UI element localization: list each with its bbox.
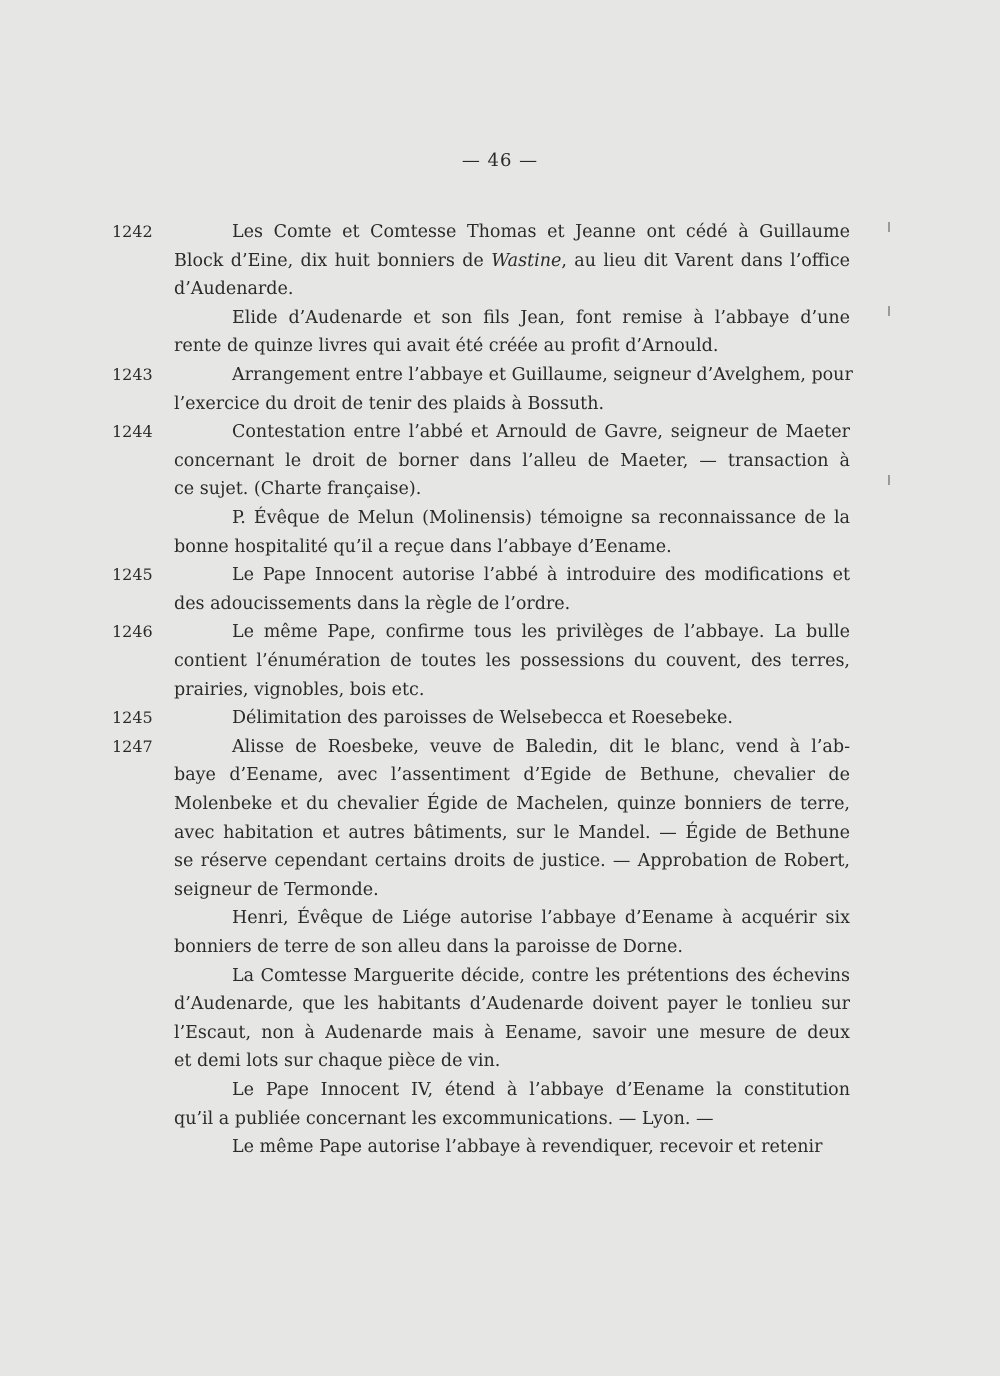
text-line: Le Pape Innocent IV, étend à l’abbaye d’Eename la constitution: [232, 1080, 850, 1100]
entry-text: [174, 1133, 850, 1162]
text-line: et demi lots sur chaque pièce de vin.: [174, 1051, 501, 1072]
text-line: Délimitation des paroisses de Welsebecca et Roesebeke.: [232, 708, 733, 729]
entry-text: [174, 504, 850, 561]
text-line: Le même Pape, confirme tous les privilèges de l’abbaye. La bulle: [232, 622, 850, 643]
entry-text: [174, 962, 850, 1076]
text-line: bonne hospitalité qu’il a reçue dans l’abbaye d’Eename.: [174, 536, 672, 557]
text-line: seigneur de Termonde.: [174, 879, 379, 900]
entry-year: 1246: [112, 622, 153, 642]
text-line: avec habitation et autres bâtiments, sur le Mandel. — Égide de Bethune: [174, 822, 850, 843]
text-line: qu’il a publiée concernant les excommunications. — Lyon. —: [174, 1108, 714, 1129]
text-line: l’Escaut, non à Audenarde mais à Eename, savoir une mesure de deux: [174, 1022, 850, 1043]
text-line: Alisse de Roesbeke, veuve de Baledin, dit le blanc, vend à l’ab-: [232, 736, 850, 757]
entry-text: [174, 1076, 850, 1133]
margin-mark: [888, 222, 890, 232]
text-line: rente de quinze livres qui avait été créée au profit d’Arnould.: [174, 336, 719, 357]
text-line: contient l’énumération de toutes les possessions du couvent, des terres,: [174, 650, 850, 671]
text-line: Les Comte et Comtesse Thomas et Jeanne ont cédé à Guillaume: [232, 222, 850, 242]
text-line: Henri, Évêque de Liége autorise l’abbaye d’Eename à acquérir six: [232, 908, 850, 929]
text-line: La Comtesse Marguerite décide, contre les prétentions des échevins: [232, 965, 850, 986]
margin-mark: [888, 475, 890, 485]
entry-year: 1245: [112, 708, 153, 728]
page-number: — 46 —: [461, 150, 539, 171]
text-line: d’Audenarde, que les habitants d’Audenarde doivent payer le tonlieu sur: [174, 994, 850, 1015]
entry-text: [174, 418, 850, 504]
entry-year: 1244: [112, 422, 153, 442]
text-line: l’exercice du droit de tenir des plaids à Bossuth.: [174, 393, 605, 414]
text-line: se réserve cependant certains droits de justice. — Approbation de Robert,: [174, 851, 850, 872]
entry-year: 1245: [112, 565, 153, 585]
entry-text: [174, 361, 853, 418]
margin-mark: [888, 306, 890, 316]
text-line: des adoucissements dans la règle de l’ordre.: [174, 593, 571, 614]
text-line: Block d’Eine, dix huit bonniers de Wastine, au lieu dit Varent dans l’office: [174, 250, 850, 271]
text-line: d’Audenarde.: [174, 279, 294, 300]
entry-text: [174, 618, 850, 704]
text-line: prairies, vignobles, bois etc.: [174, 679, 425, 700]
text-line: Molenbeke et du chevalier Égide de Machelen, quinze bonniers de terre,: [174, 793, 850, 814]
entry-text: [174, 704, 850, 733]
entry-year: 1243: [112, 365, 153, 384]
text-line: Arrangement entre l’abbaye et Guillaume, seigneur d’Avelghem, pour: [232, 365, 853, 385]
text-line: bonniers de terre de son alleu dans la paroisse de Dorne.: [174, 936, 683, 957]
entry-text: [174, 218, 850, 304]
text-line: ce sujet. (Charte française).: [174, 479, 422, 500]
text-line: Elide d’Audenarde et son fils Jean, font remise à l’abbaye d’une: [232, 307, 850, 328]
text-line: Le même Pape autorise l’abbaye à revendiquer, recevoir et retenir: [232, 1137, 823, 1158]
text-line: P. Évêque de Melun (Molinensis) témoigne sa reconnaissance de la: [232, 508, 850, 528]
text-line: Le Pape Innocent autorise l’abbé à introduire des modifications et: [232, 565, 850, 586]
entry-text: [174, 304, 850, 361]
entry-year: 1247: [112, 736, 153, 756]
entry-text: [174, 561, 850, 618]
text-line: concernant le droit de borner dans l’alleu de Maeter, — transaction à: [174, 450, 850, 471]
entry-text: [174, 733, 850, 905]
text-line: Contestation entre l’abbé et Arnould de Gavre, seigneur de Maeter: [232, 422, 850, 443]
text-line: baye d’Eename, avec l’assentiment d’Egide de Bethune, chevalier de: [174, 765, 850, 786]
entry-year: 1242: [112, 222, 153, 241]
entry-text: [174, 904, 850, 961]
